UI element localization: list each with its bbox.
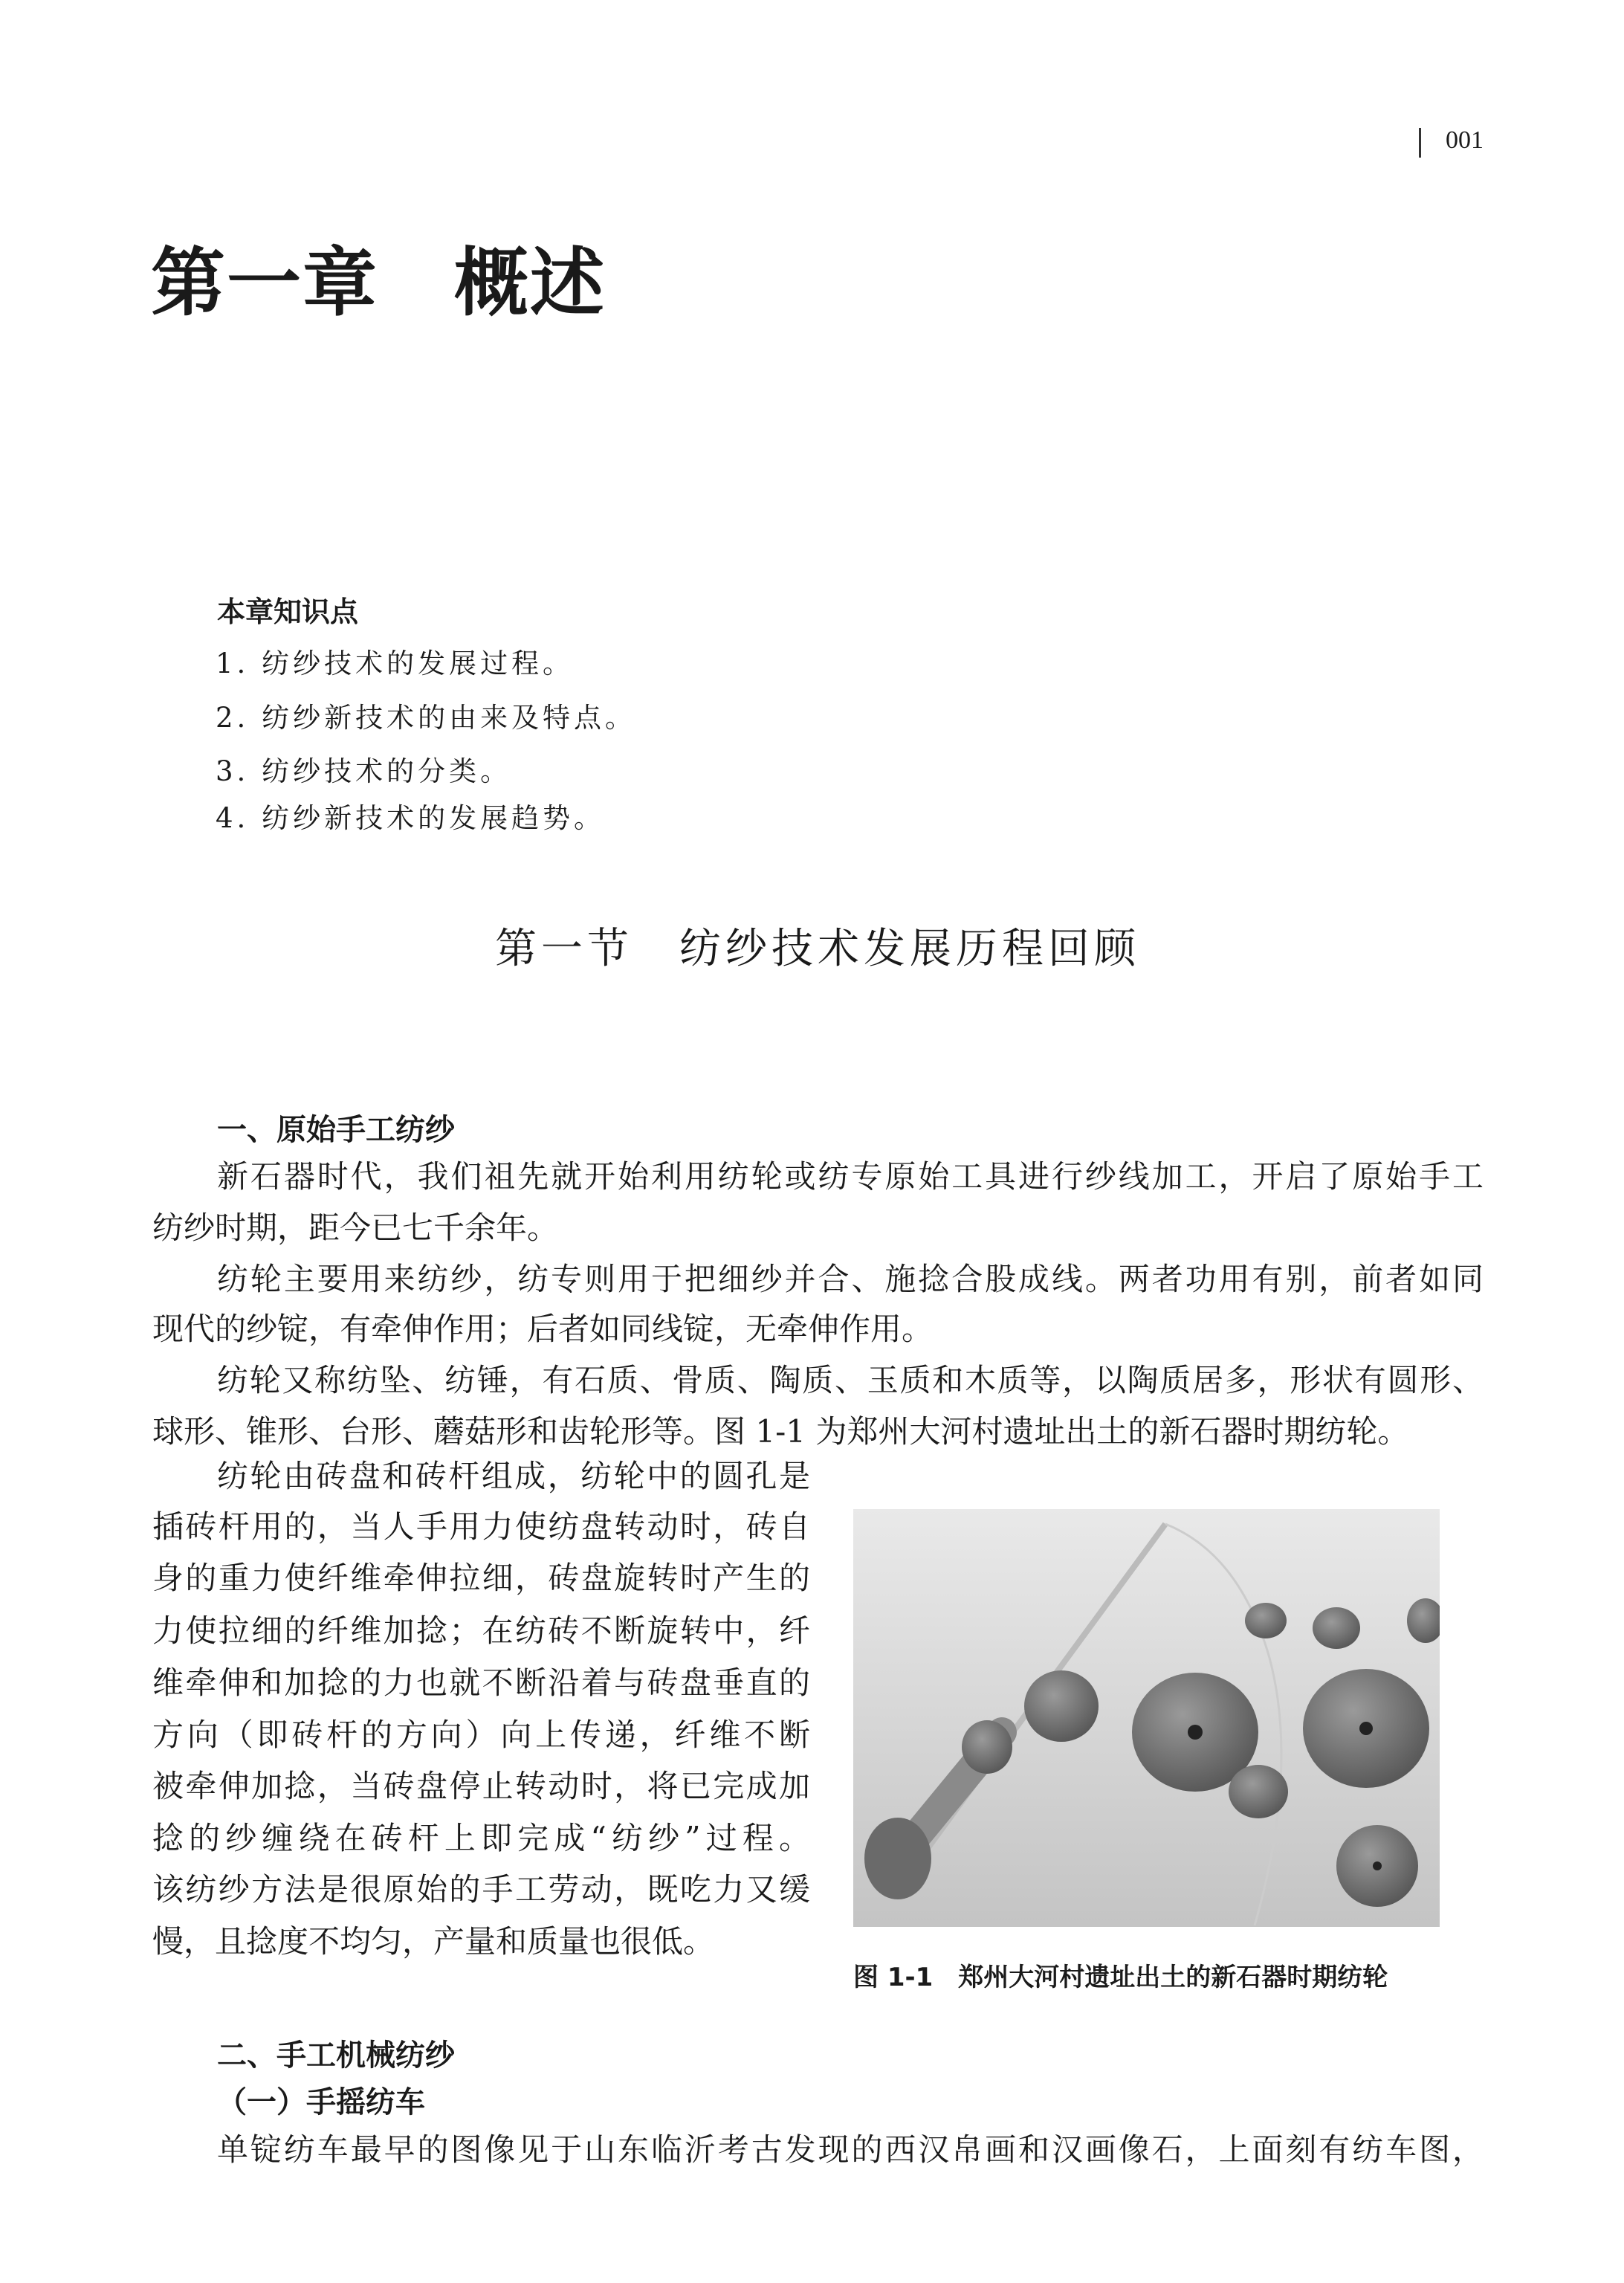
- spindle-whorls-photo: [853, 1509, 1440, 1927]
- paragraph-line: 捻的纱缠绕在砖杆上即完成“纺纱”过程。: [152, 1820, 810, 1856]
- paragraph-line: 球形、锥形、台形、蘑菇形和齿轮形等。图 1-1 为郑州大河村遗址出土的新石器时期纺轮。: [152, 1413, 1409, 1450]
- chapter-title: 第一章 概述: [151, 239, 606, 326]
- paragraph-line: 慢，且捻度不均匀，产量和质量也很低。: [152, 1923, 715, 1960]
- paragraph-line: 纺纱时期，距今已七千余年。: [152, 1210, 559, 1246]
- paragraph-line: 身的重力使纤维牵伸拉细，砖盘旋转时产生的: [152, 1560, 810, 1596]
- knowledge-point: 2. 纺纱新技术的由来及特点。: [216, 702, 637, 734]
- page-number-divider: [1419, 128, 1421, 158]
- knowledge-point: 3. 纺纱技术的分类。: [216, 755, 512, 787]
- paragraph-line: 单锭纺车最早的图像见于山东临沂考古发现的西汉帛画和汉画像石，上面刻有纺车图，: [217, 2131, 1484, 2168]
- paragraph-line: 力使拉细的纤维加捻；在纺砖不断旋转中，纤: [152, 1612, 810, 1649]
- paragraph-line: 插砖杆用的，当人手用力使纺盘转动时，砖自: [152, 1508, 810, 1545]
- paragraph-line: 纺轮主要用来纺纱，纺专则用于把细纱并合、施捻合股成线。两者功用有别，前者如同: [217, 1261, 1484, 1297]
- knowledge-point: 4. 纺纱新技术的发展趋势。: [216, 802, 606, 834]
- knowledge-point: 1. 纺纱技术的发展过程。: [216, 648, 575, 679]
- subsubsection-heading: （一）手摇纺车: [217, 2085, 425, 2119]
- knowledge-points-title: 本章知识点: [217, 595, 359, 628]
- figure-caption: 图 1-1 郑州大河村遗址出土的新石器时期纺轮: [853, 1963, 1388, 1992]
- paragraph-line: 纺轮由砖盘和砖杆组成，纺轮中的圆孔是: [217, 1458, 810, 1494]
- paragraph-line: 被牵伸加捻，当砖盘停止转动时，将已完成加: [152, 1768, 810, 1804]
- paragraph-line: 纺轮又称纺坠、纺锤，有石质、骨质、陶质、玉质和木质等，以陶质居多，形状有圆形、: [217, 1362, 1484, 1398]
- page-number: 001: [1446, 126, 1484, 154]
- paragraph-line: 该纺纱方法是很原始的手工劳动，既吃力又缓: [152, 1871, 810, 1908]
- section-title: 第一节 纺纱技术发展历程回顾: [495, 925, 1140, 973]
- paragraph-line: 现代的纱锭，有牵伸作用；后者如同线锭，无牵伸作用。: [152, 1311, 934, 1347]
- paragraph-line: 新石器时代，我们祖先就开始利用纺轮或纺专原始工具进行纱线加工，开启了原始手工: [217, 1158, 1484, 1195]
- subsection-heading: 一、原始手工纺纱: [217, 1112, 455, 1147]
- paragraph-line: 方向（即砖杆的方向）向上传递，纤维不断: [152, 1717, 810, 1753]
- paragraph-line: 维牵伸和加捻的力也就不断沿着与砖盘垂直的: [152, 1664, 810, 1701]
- subsection-heading: 二、手工机械纺纱: [217, 2038, 455, 2073]
